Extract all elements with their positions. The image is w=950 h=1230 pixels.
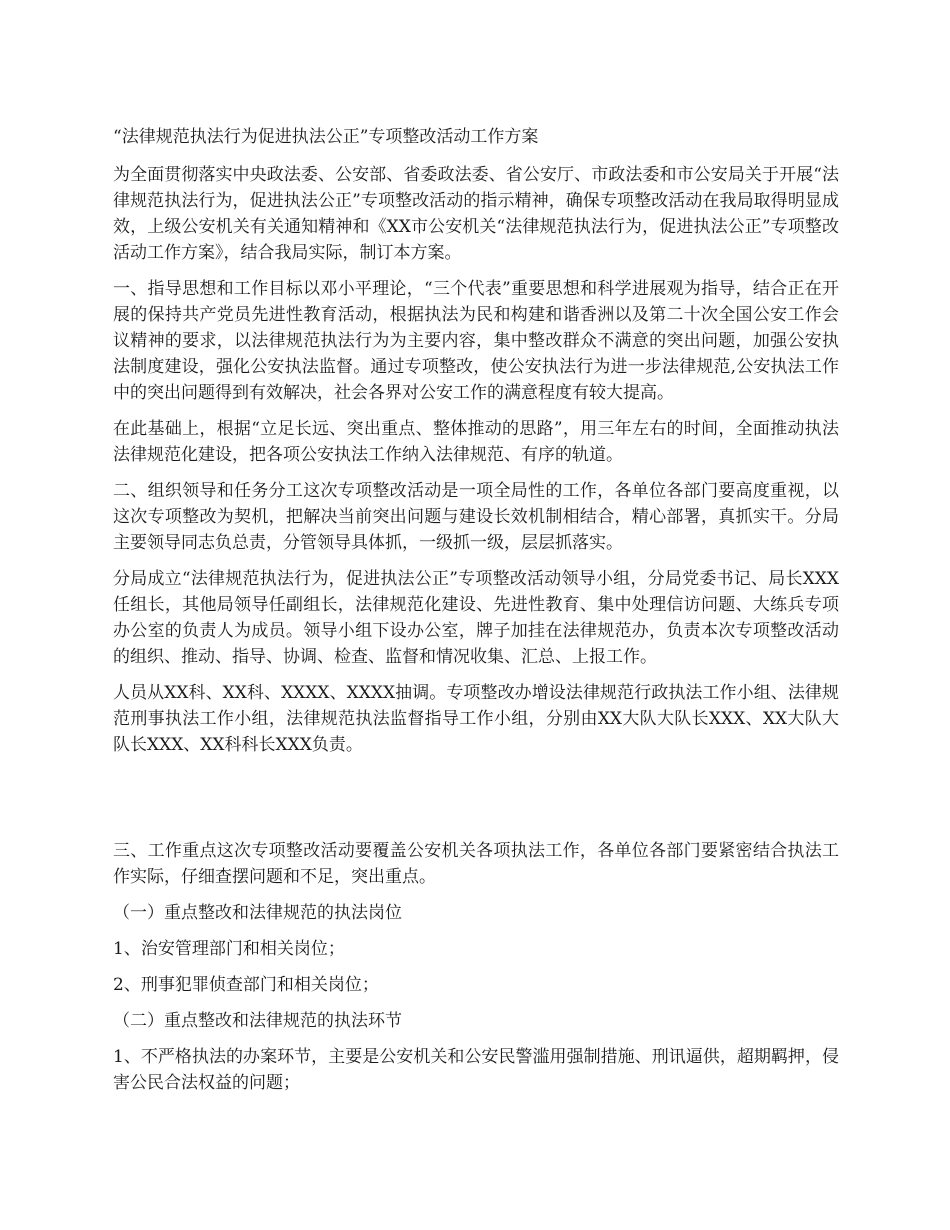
list-item-public-security: 1、治安管理部门和相关岗位； bbox=[113, 939, 345, 959]
document-body bbox=[113, 124, 839, 1106]
paragraph-personnel: 人员从XX科、XX科、XXXX、XXXX抽调。专项整改办增设法律规范行政执法工作小组、法律规范刑事执法工作小组，法律规范执法监督指导工作小组，分别由XX大队大队长XXX、XX大队大队长XXX、XX科科长XXX负责。 bbox=[113, 683, 839, 755]
subsection-heading-posts: （一）重点整改和法律规范的执法岗位 bbox=[113, 903, 402, 923]
intro-paragraph: 为全面贯彻落实中央政法委、公安部、省委政法委、省公安厅、市政法委和市公安局关于开展“法律规范执法行为，促进执法公正”专项整改活动的指示精神，确保专项整改活动在我局取得明显成效，上级公安机关有关通知精神和《XX市公安机关“法律规范执法行为，促进执法公正”专项整改活动工作方案》，结合我局实际，制订本方案。 bbox=[113, 165, 839, 263]
section-organization-leadership: 二、组织领导和任务分工这次专项整改活动是一项全局性的工作，各单位各部门要高度重视，以这次专项整改为契机，把解决当前突出问题与建设长效机制相结合，精心部署，真抓实干。分局主要领导同志负总责，分管领导具体抓，一级抓一级，层层抓落实。 bbox=[113, 481, 839, 553]
paragraph-leading-group: 分局成立“法律规范执法行为，促进执法公正”专项整改活动领导小组，分局党委书记、局长XXX任组长，其他局领导任副组长，法律规范化建设、先进性教育、集中处理信访问题、大练兵专项办公室的负责人为成员。领导小组下设办公室，牌子加挂在法律规范办，负责本次专项整改活动的组织、推动、指导、协调、检查、监督和情况收集、汇总、上报工作。 bbox=[113, 569, 839, 667]
subsection-heading-links: （二）重点整改和法律规范的执法环节 bbox=[113, 1011, 402, 1031]
paragraph-long-term-goal: 在此基础上，根据“立足长远、突出重点、整体推动的思路”，用三年左右的时间，全面推动执法法律规范化建设，把各项公安执法工作纳入法律规范、有序的轨道。 bbox=[113, 419, 839, 465]
blank-gap bbox=[113, 768, 839, 838]
list-item-criminal-investigation: 2、刑事犯罪侦查部门和相关岗位； bbox=[113, 975, 379, 995]
section-work-focus: 三、工作重点这次专项整改活动要覆盖公安机关各项执法工作，各单位各部门要紧密结合执法工作实际，仔细查摆问题和不足，突出重点。 bbox=[113, 841, 839, 887]
list-item-case-handling: 1、不严格执法的办案环节，主要是公安机关和公安民警滥用强制措施、刑讯逼供，超期羁押，侵害公民合法权益的问题； bbox=[113, 1047, 839, 1093]
document-title: “法律规范执法行为促进执法公正”专项整改活动工作方案 bbox=[113, 127, 539, 147]
section-guiding-ideology: 一、指导思想和工作目标以邓小平理论，“三个代表”重要思想和科学进展观为指导，结合正在开展的保持共产党员先进性教育活动，根据执法为民和构建和谐香洲以及第二十次全国公安工作会议精神的要求，以法律规范执法行为为主要内容，集中整改群众不满意的突出问题，加强公安执法制度建设，强化公安执法监督。通过专项整改，使公安执法行为进一步法律规范,公安执法工作中的突出问题得到有效解决，社会各界对公安工作的满意程度有较大提高。 bbox=[113, 279, 839, 403]
